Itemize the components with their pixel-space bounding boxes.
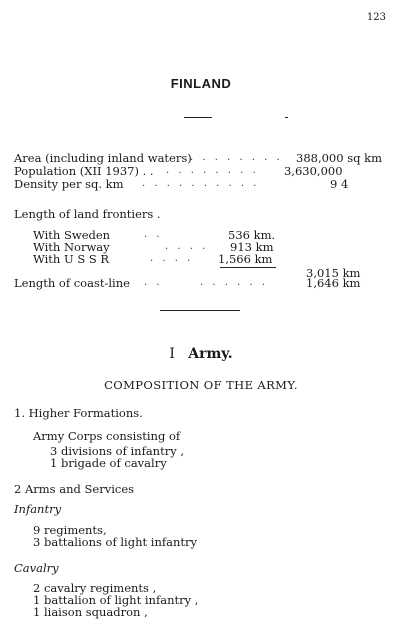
coast-dots: . .: [144, 277, 163, 288]
cavalry-title: Cavalry: [14, 561, 59, 575]
stat-density-dots: . . . . . . . . . .: [142, 178, 260, 189]
section-number: I: [169, 346, 175, 362]
country-title: FINLAND: [170, 76, 232, 91]
section-heading: [0, 346, 402, 362]
frontier-sweden-value: 536 km.: [228, 228, 276, 242]
cavalry-item-3: 1 liaison squadron ,: [33, 605, 148, 619]
coast-dots-2: . . . . . .: [200, 277, 268, 288]
stat-population-label: Population (XII 1937) . .: [14, 164, 154, 178]
page-number: 123: [366, 12, 386, 23]
stat-area-value: 388,000 sq km: [296, 151, 383, 165]
stat-density-label: Density per sq. km: [14, 177, 124, 191]
stat-area-dots: . . . . . . . .: [190, 152, 283, 163]
frontier-ussr-value: 1,566 km: [218, 252, 273, 266]
divider-dot: [285, 117, 288, 118]
corps-item-1: 3 divisions of infantry ,: [50, 444, 185, 458]
frontier-sweden-dots: . .: [144, 229, 163, 240]
divider-short: [184, 117, 212, 118]
arms-services: 2 Arms and Services: [14, 482, 135, 496]
cavalry-item-2: 1 battalion of light infantry ,: [33, 593, 199, 607]
section-title: Army.: [188, 346, 233, 362]
frontier-norway-label: With Norway: [33, 240, 110, 254]
frontier-sweden-label: With Sweden: [33, 228, 111, 242]
frontier-norway-value: 913 km: [230, 240, 274, 254]
coast-label: Length of coast-line: [14, 276, 130, 290]
army-corps: Army Corps consisting of: [33, 429, 181, 443]
frontiers-total: 3,015 km: [306, 266, 361, 280]
frontier-ussr-label: With U S S R: [33, 252, 110, 266]
stat-area-label: Area (including inland waters): [14, 151, 192, 165]
stat-population-value: 3,630,000: [284, 164, 343, 178]
stat-population-dots: . . . . . . . .: [166, 165, 259, 176]
infantry-item-1: 9 regiments,: [33, 523, 107, 537]
frontier-ussr-dots: . . . .: [150, 253, 194, 264]
higher-formations: 1. Higher Formations.: [14, 406, 143, 420]
infantry-item-2: 3 battalions of light infantry: [33, 535, 197, 549]
divider-long: [160, 310, 240, 311]
corps-item-2: 1 brigade of cavalry: [50, 456, 167, 470]
stat-density-value: 9 4: [330, 177, 349, 191]
frontier-norway-dots: . . . .: [165, 241, 209, 252]
composition-title: COMPOSITION OF THE ARMY.: [104, 378, 298, 392]
coast-value: 1,646 km: [306, 276, 361, 290]
infantry-title: Infantry: [14, 502, 62, 516]
frontiers-title: Length of land frontiers .: [14, 207, 161, 221]
frontier-sum-rule: [220, 267, 276, 268]
cavalry-item-1: 2 cavalry regiments ,: [33, 581, 157, 595]
